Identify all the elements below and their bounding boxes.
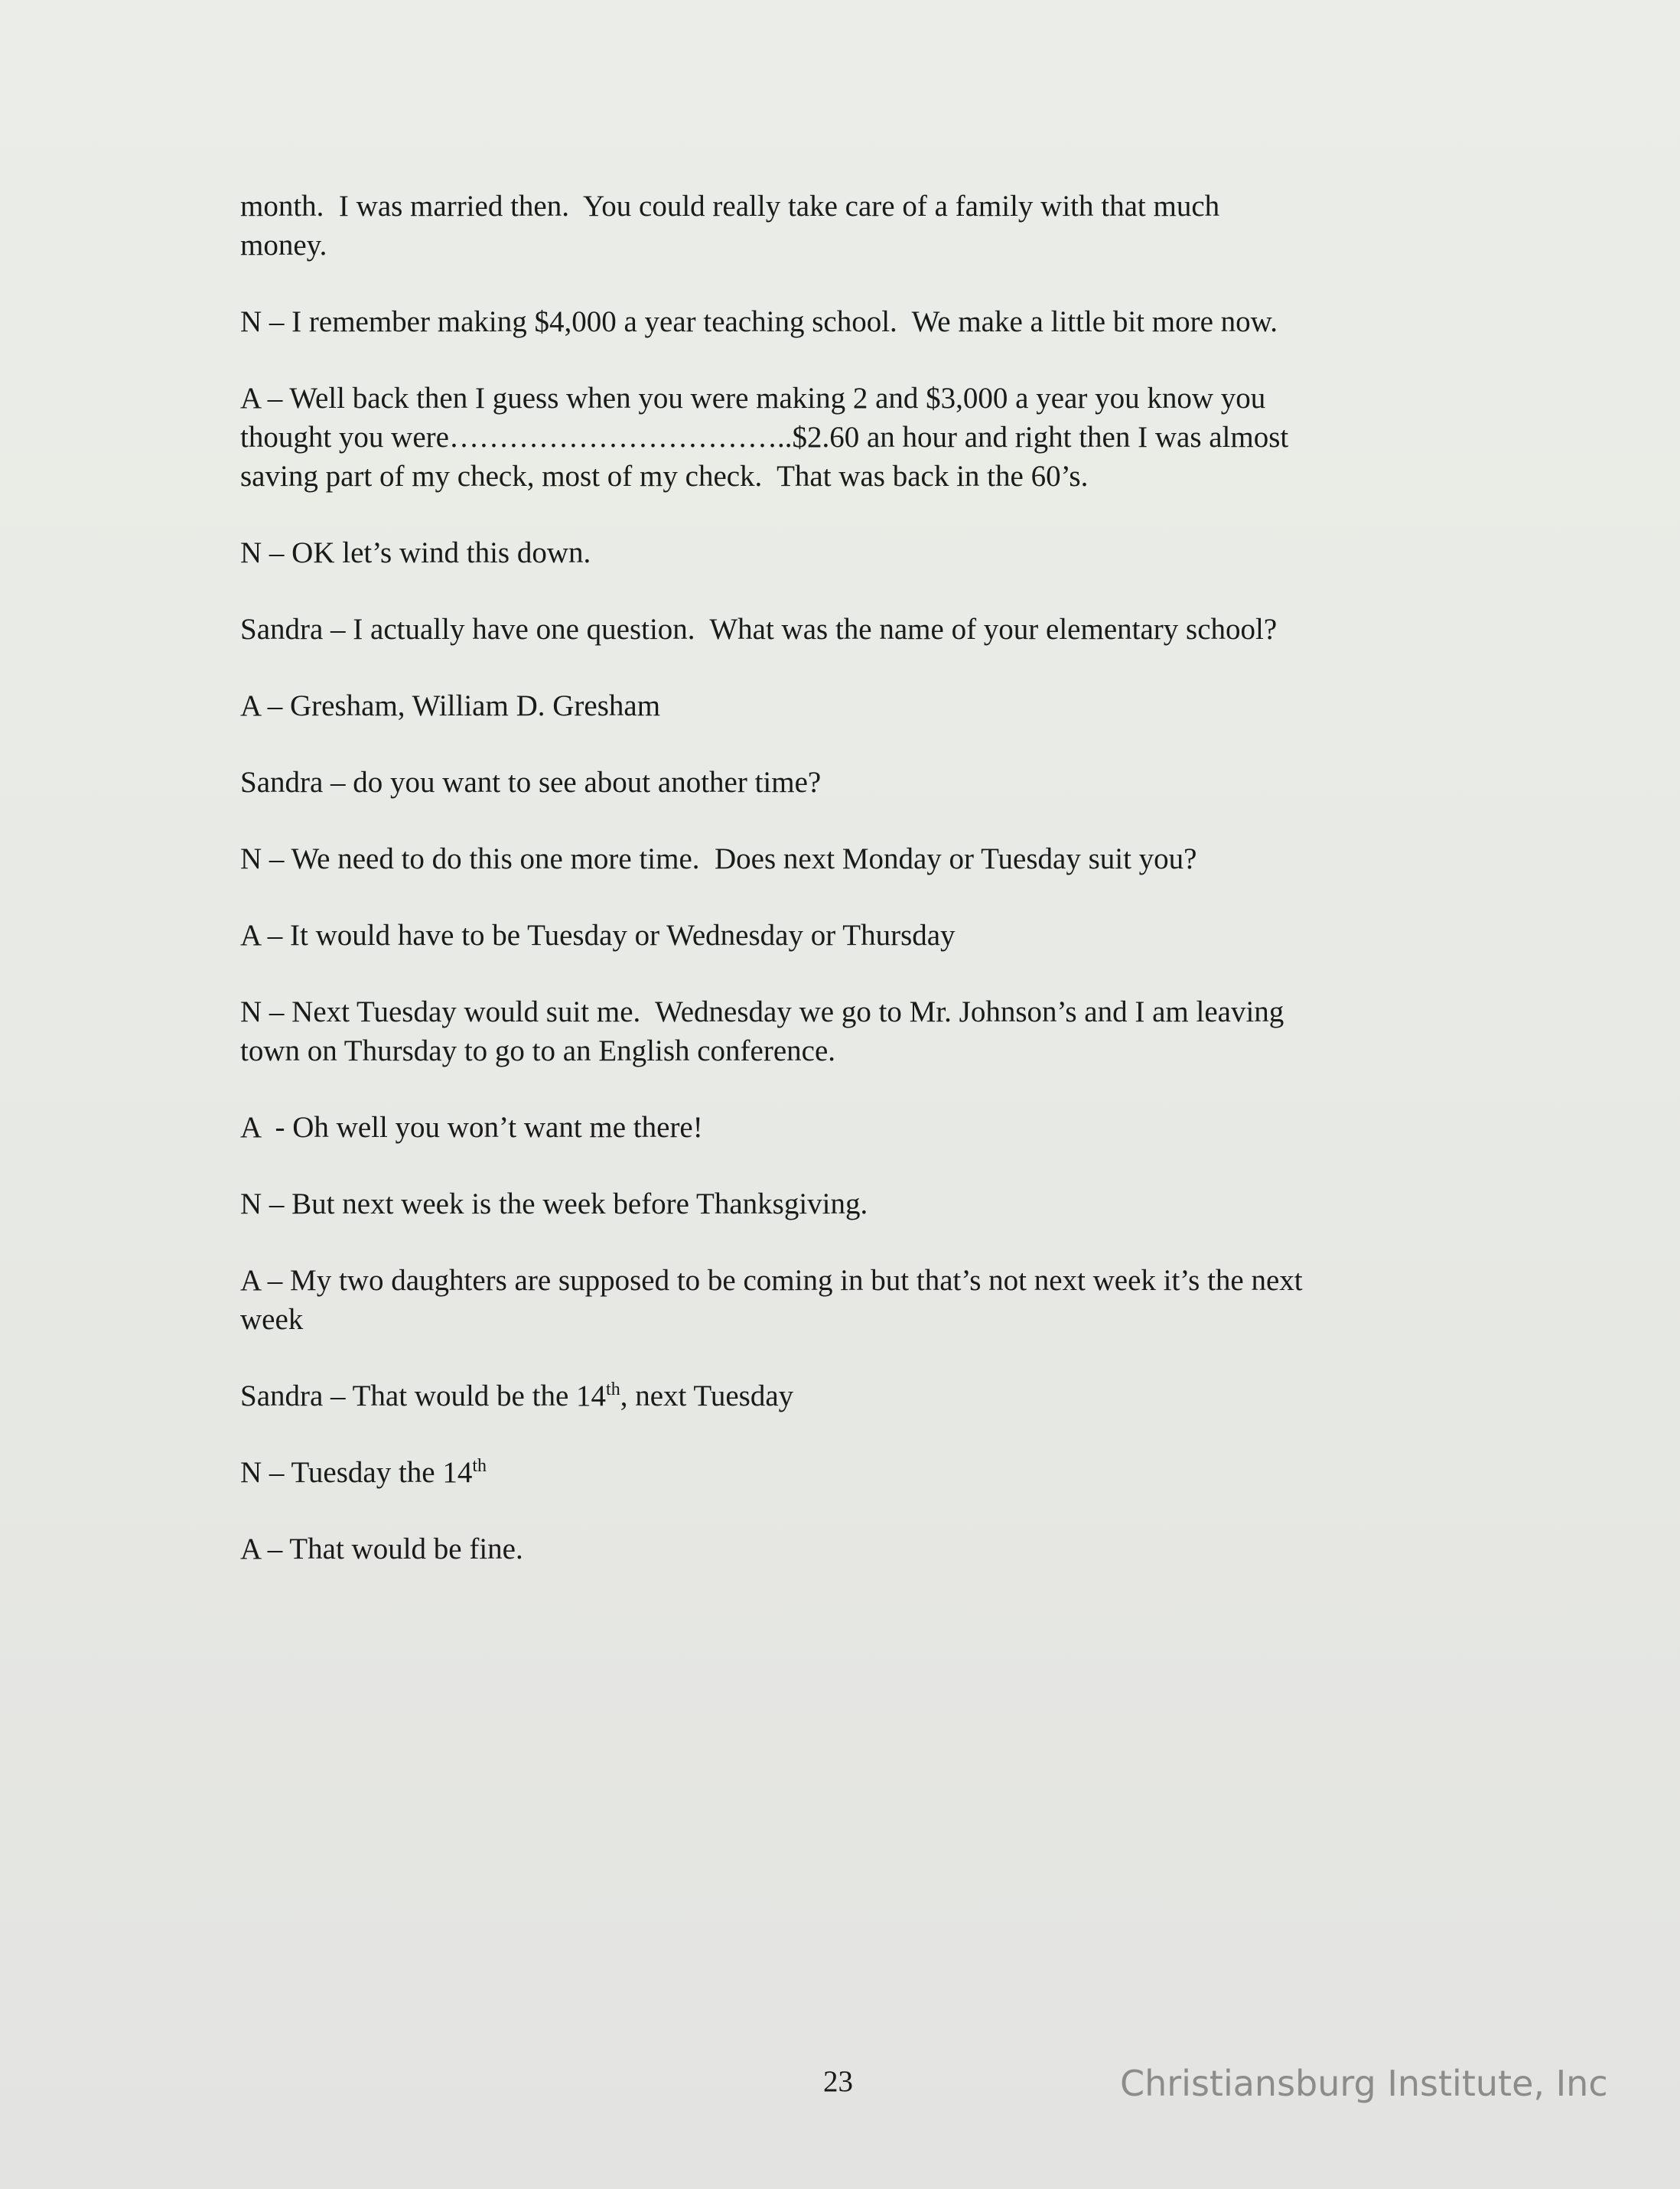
text-line: week [240,1303,304,1336]
paragraph [240,1261,1464,1339]
paragraph [240,302,1464,341]
text-line: N – OK let’s wind this down. [240,536,591,569]
ordinal-superscript: th [472,1456,487,1476]
paragraph [240,533,1464,572]
paragraph [240,1376,1464,1415]
text-line: A – My two daughters are supposed to be coming in but that’s not next week it’s the next [240,1264,1303,1297]
text-line: A – Well back then I guess when you were making 2 and $3,000 a year you know you [240,382,1266,415]
text-line: Sandra – do you want to see about another time? [240,766,822,799]
text-segment: , next Tuesday [620,1380,794,1412]
watermark: Christiansburg Institute, Inc [1120,2063,1608,2104]
text-line: A - Oh well you won’t want me there! [240,1111,703,1144]
paragraph [240,187,1464,265]
text-segment: Sandra – That would be the 14 [240,1380,607,1412]
text-line: saving part of my check, most of my check. That was back in the 60’s. [240,460,1089,493]
text-line: month. I was married then. You could really take care of a family with that much [240,190,1220,223]
paragraph [240,916,1464,955]
text-line [240,1453,1464,1492]
transcript-body [240,187,1464,1606]
paragraph [240,1184,1464,1223]
paragraph [240,1453,1464,1492]
paragraph [240,1108,1464,1147]
text-line: A – Gresham, William D. Gresham [240,689,661,722]
text-line [240,1376,1464,1415]
text-line: money. [240,229,327,262]
ordinal-superscript: th [606,1380,620,1399]
text-line: N – But next week is the week before Thanksgiving. [240,1187,868,1220]
paragraph [240,839,1464,878]
text-segment: N – Tuesday the 14 [240,1456,473,1489]
text-line: A – That would be fine. [240,1533,523,1565]
text-line: N – We need to do this one more time. Does next Monday or Tuesday suit you? [240,842,1197,875]
text-line: thought you were……………………………..$2.60 an hour and right then I was almost [240,421,1289,454]
paragraph [240,686,1464,725]
text-line: town on Thursday to go to an English conference. [240,1034,836,1067]
paragraph [240,610,1464,649]
text-line: Sandra – I actually have one question. What was the name of your elementary school? [240,613,1278,646]
text-line: N – I remember making $4,000 a year teaching school. We make a little bit more now. [240,305,1278,338]
text-line: N – Next Tuesday would suit me. Wednesday we go to Mr. Johnson’s and I am leaving [240,995,1284,1028]
paragraph [240,379,1464,496]
paragraph [240,992,1464,1070]
paragraph [240,763,1464,802]
page-number: 23 [823,2065,853,2098]
text-line: A – It would have to be Tuesday or Wednesday or Thursday [240,919,956,952]
paragraph [240,1529,1464,1568]
